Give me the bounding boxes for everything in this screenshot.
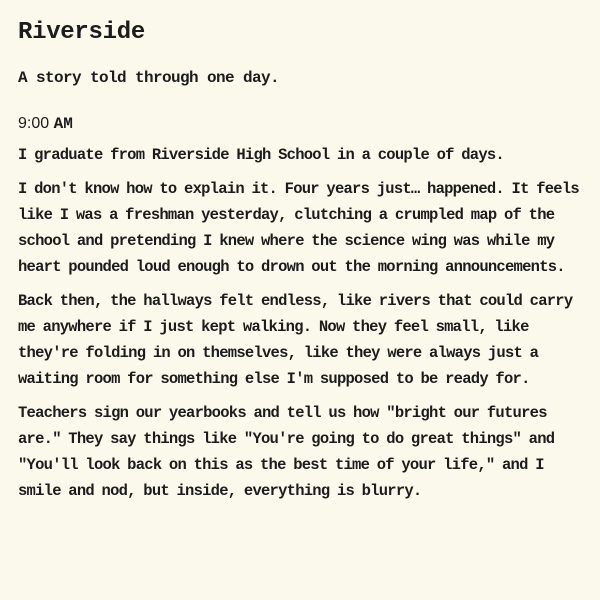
time-meridiem: AM: [53, 115, 73, 133]
story-paragraph: I graduate from Riverside High School in a couple of days.: [18, 146, 504, 164]
time-heading: [18, 112, 582, 136]
story-paragraph: Back then, the hallways felt endless, like rivers that could carry me anywhere if I just kept walking. Now they feel small, like they're folding in on themselves, like they were always just a waiting room for something else I'm supposed to be ready for.: [18, 292, 573, 388]
story-paragraph: I don't know how to explain it. Four years just… happened. It feels like I was a freshman yesterday, clutching a crumpled map of the school and pretending I knew where the science wing was while my heart pounded loud enough to drown out the morning announcements.: [18, 180, 579, 276]
story-subtitle: A story told through one day.: [18, 69, 280, 87]
story-paragraph: Teachers sign our yearbooks and tell us how "bright our futures are." They say things like "You're going to do great things" and "You'll look back on this as the best time of your life," and I smile and nod, but inside, everything is blurry.: [18, 404, 555, 500]
time-digits: 9:00: [18, 115, 50, 132]
story-title: Riverside: [18, 19, 145, 46]
